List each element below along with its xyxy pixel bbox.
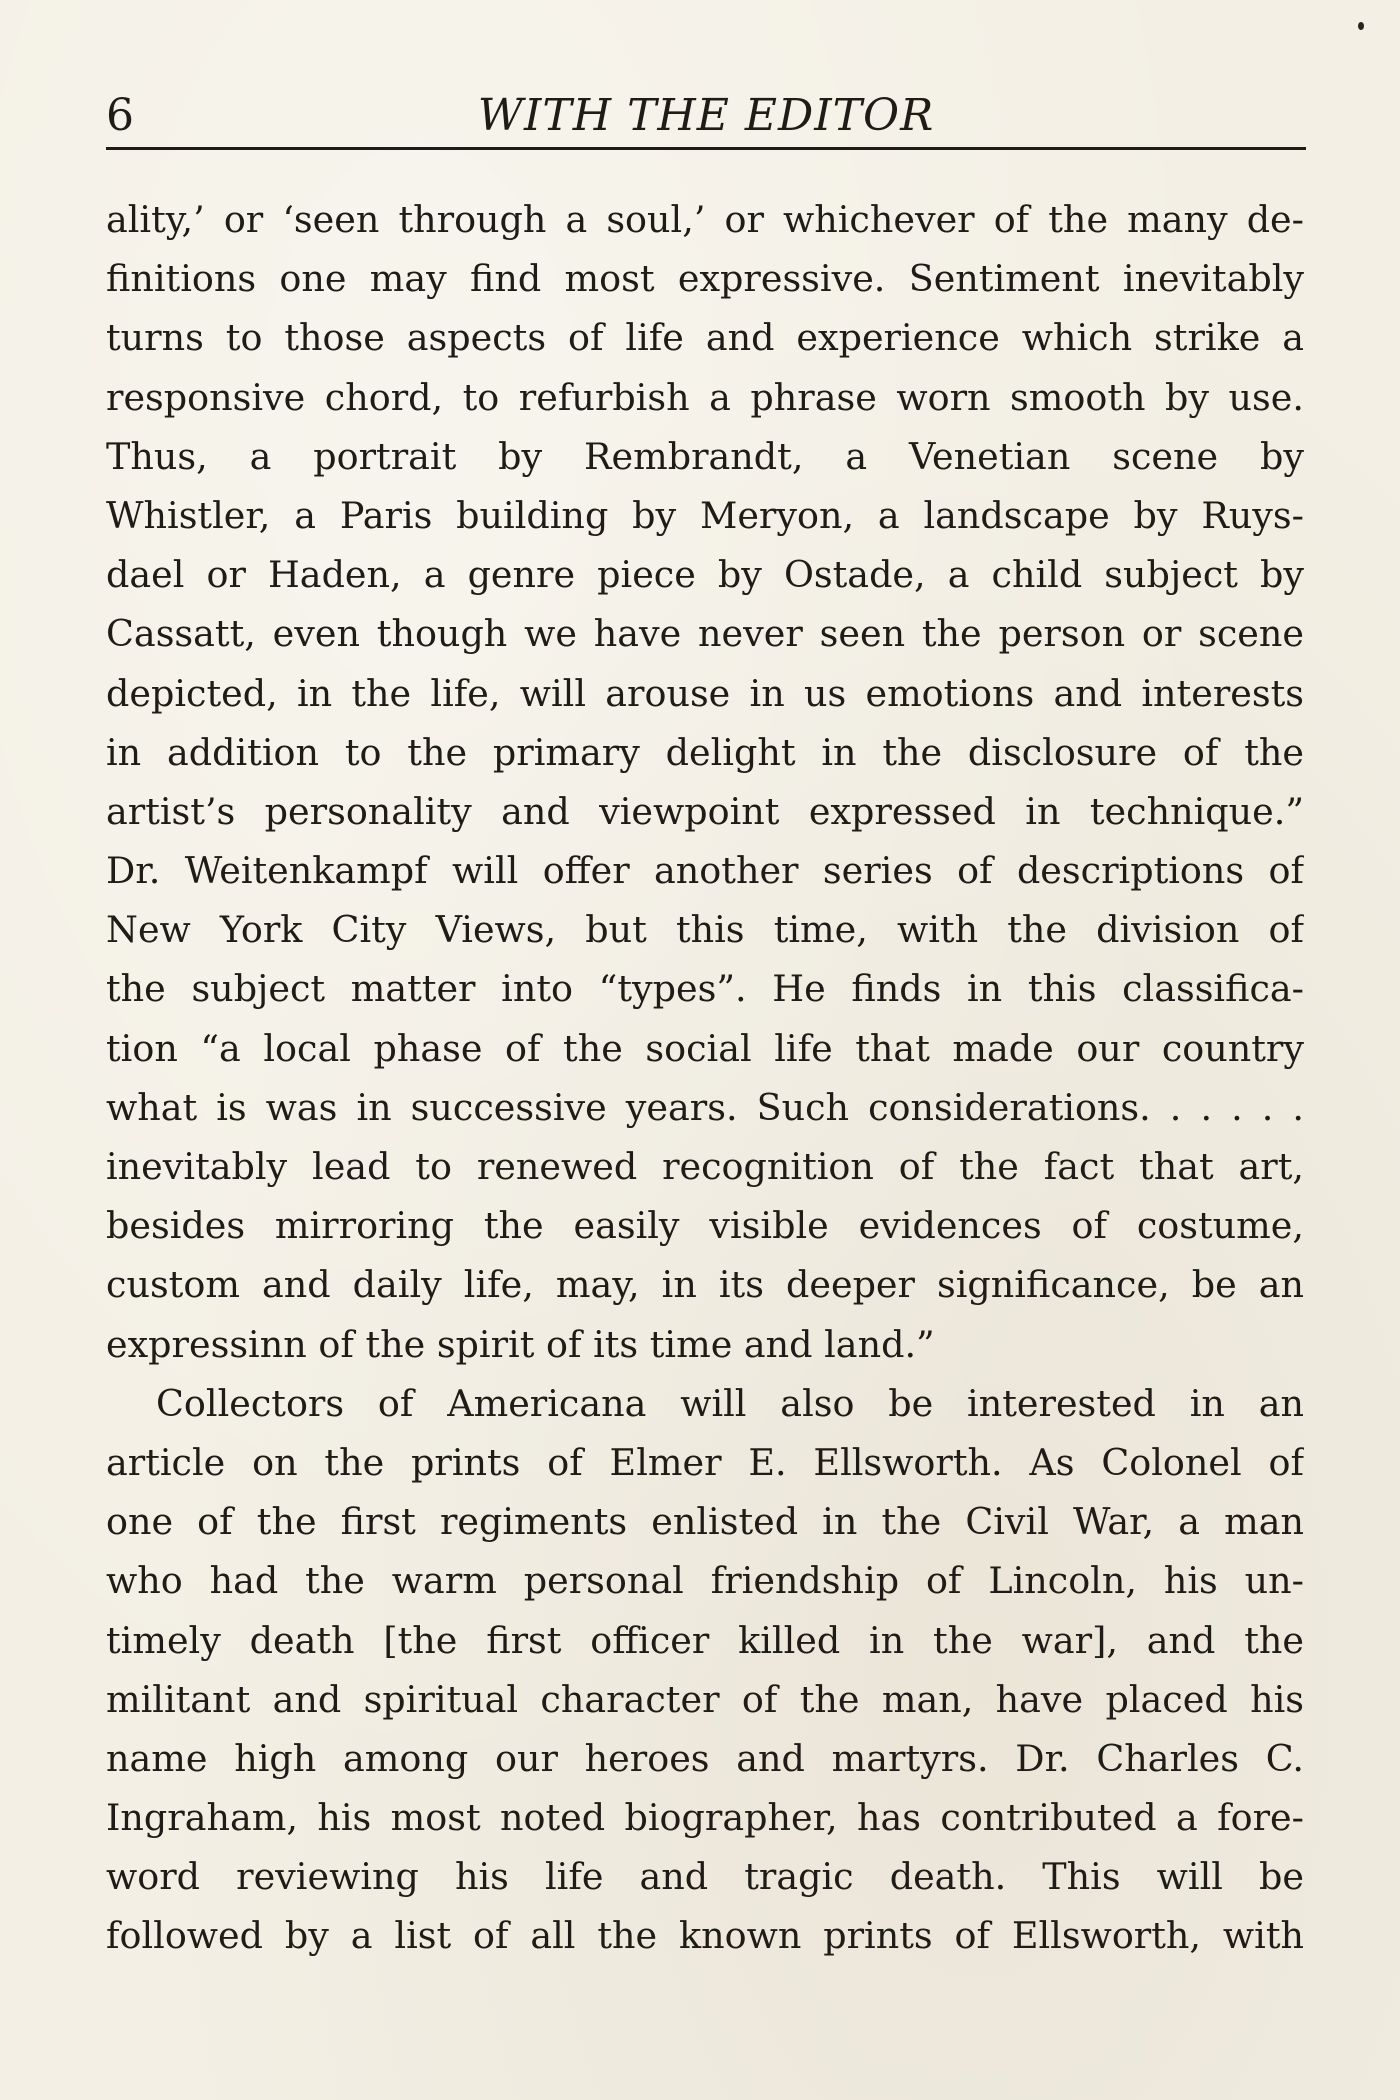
text-line: besides mirroring the easily visible evidences of costume, [106,1204,1304,1248]
text-line: one of the first regiments enlisted in the Civil War, a man [106,1500,1304,1544]
text-line: what is was in successive years. Such considerations. . . . . . [106,1085,1304,1129]
text-line: dael or Haden, a genre piece by Ostade, a child subject by [106,553,1304,597]
text-line: Cassatt, even though we have never seen the person or scene [106,612,1304,656]
text-line: the subject matter into “types”. He finds in this classifica- [106,967,1304,1011]
text-line: Whistler, a Paris building by Meryon, a landscape by Ruys- [106,493,1304,537]
ink-speck [1358,22,1364,30]
text-line: who had the warm personal friendship of Lincoln, his un- [106,1559,1304,1603]
text-line: turns to those aspects of life and experience which strike a [106,316,1304,360]
text-line: followed by a list of all the known prints of Ellsworth, with [106,1914,1304,1958]
text-line: custom and daily life, may, in its deeper significance, be an [106,1263,1304,1307]
text-line: depicted, in the life, will arouse in us emotions and interests [106,671,1304,715]
text-line: article on the prints of Elmer E. Ellsworth. As Colonel of [106,1440,1304,1484]
text-line: timely death [the first officer killed in the war], and the [106,1618,1304,1662]
text-line: Collectors of Americana will also be interested in an [156,1381,1304,1425]
page-number: 6 [106,90,134,141]
page-header [106,86,1306,146]
text-line: Thus, a portrait by Rembrandt, a Venetian scene by [106,434,1304,478]
text-line: militant and spiritual character of the man, have placed his [106,1677,1304,1721]
header-rule [106,147,1306,150]
text-line: New York City Views, but this time, with the division of [106,908,1304,952]
text-line: in addition to the primary delight in the disclosure of the [106,730,1304,774]
text-line: tion “a local phase of the social life that made our country [106,1026,1304,1070]
text-line: Ingraham, his most noted biographer, has contributed a fore- [106,1796,1304,1840]
text-line: expressinn of the spirit of its time and land.” [106,1322,935,1366]
text-line: inevitably lead to renewed recognition of the fact that art, [106,1145,1304,1188]
text-line: Dr. Weitenkampf will offer another series of descriptions of [106,849,1304,893]
text-line: word reviewing his life and tragic death. This will be [106,1855,1304,1899]
body-text [106,190,1304,1966]
text-line: artist’s personality and viewpoint expressed in technique.” [106,789,1304,833]
text-line: ality,’ or ‘seen through a soul,’ or whichever of the many de- [106,198,1304,241]
text-line: responsive chord, to refurbish a phrase worn smooth by use. [106,375,1304,419]
text-line: finitions one may find most expressive. Sentiment inevitably [106,257,1304,301]
text-line: name high among our heroes and martyrs. Dr. Charles C. [106,1736,1304,1780]
running-title: WITH THE EDITOR [477,90,935,141]
